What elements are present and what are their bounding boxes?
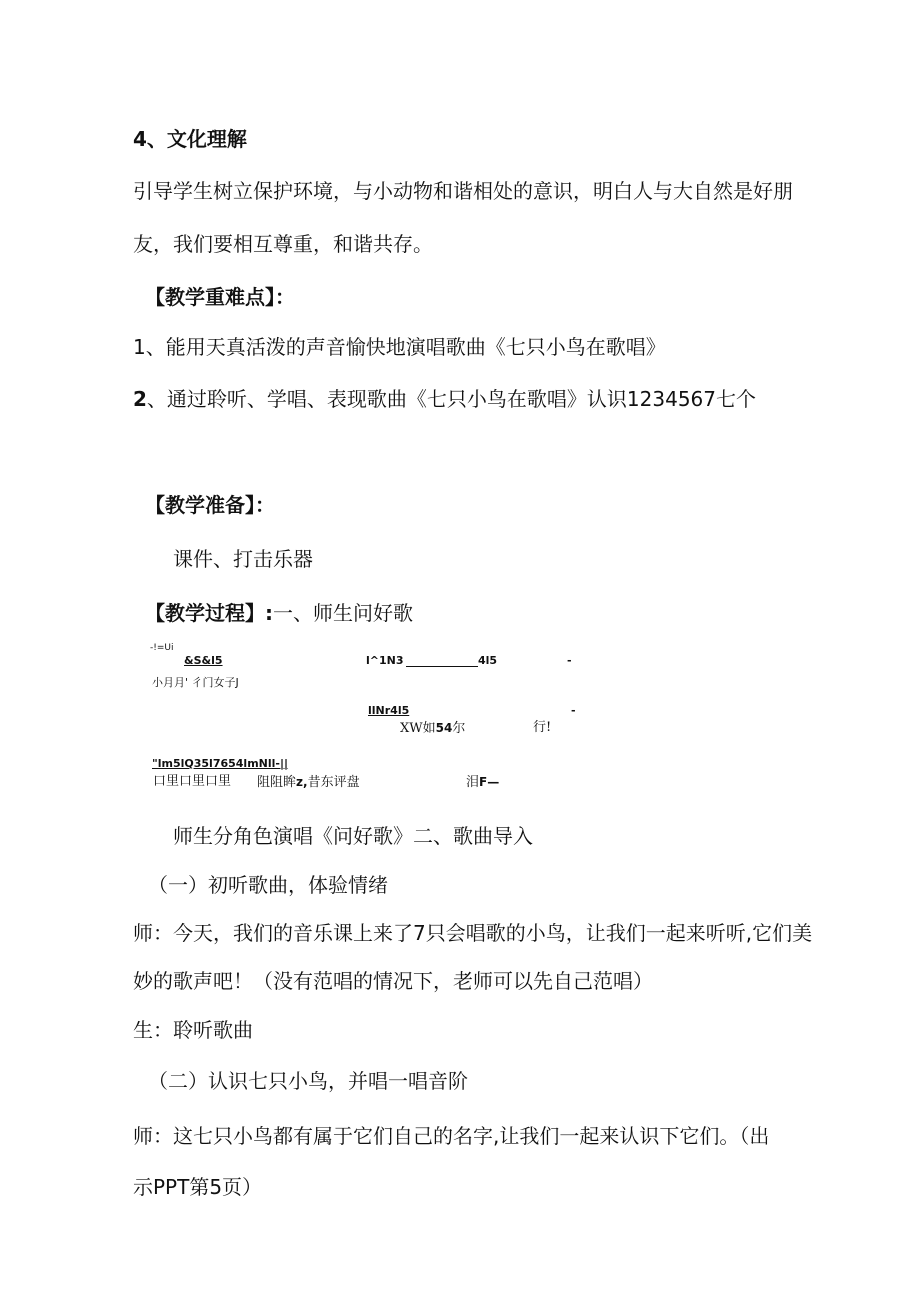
score-lyrics-row-2-b: 54 (435, 721, 453, 735)
score-lyrics-row-1: 小月月' 彳门女子J (152, 676, 239, 689)
process-heading: 【教学过程】: (145, 601, 273, 625)
score-lyrics-row-3-c1: 泪 (466, 775, 480, 790)
key-points-heading: 【教学重难点】： (145, 285, 295, 309)
score-lyrics-row-3-b3: 昔东评盘 (307, 775, 360, 790)
score-lyrics-row-2 (400, 720, 465, 737)
preparation-content: 课件、打击乐器 (173, 547, 313, 571)
process-subheading: 一、师生问好歌 (273, 601, 413, 625)
score-lyrics-row-3-a: 口里口里口里 (153, 774, 232, 789)
score-row-2-dash: - (571, 704, 576, 717)
key-point-item-2-number: 2 (133, 387, 147, 411)
score-lyrics-row-3-b (257, 774, 360, 791)
subsection-2-heading: （二）认识七只小鸟，并唱一唱音阶 (148, 1069, 468, 1093)
score-lyrics-row-3-c (466, 774, 499, 791)
preparation-heading: 【教学准备】： (145, 493, 275, 517)
student-response-1: 生：聆听歌曲 (133, 1018, 253, 1042)
score-lyrics-row-3-c2: F— (479, 775, 500, 789)
culture-paragraph-line-1: 引导学生树立保护环境，与小动物和谐相处的意识，明白人与大自然是好朋 (133, 179, 793, 203)
teacher-speech-2-line-2: 示PPT第5页） (133, 1175, 263, 1199)
score-row-1-a: &S&l5 (184, 654, 223, 667)
section-heading-culture: 4、文化理解 (133, 127, 247, 151)
process-heading-line (145, 600, 413, 626)
score-row-3: "lm5lQ35l7654lmNll-|| (152, 757, 289, 770)
key-point-item-1: 1、能用天真活泼的声音愉快地演唱歌曲《七只小鸟在歌唱》 (133, 335, 666, 359)
culture-paragraph-line-2: 友，我们要相互尊重，和谐共存。 (133, 232, 433, 256)
score-lyrics-row-3-b1: 阻阻眸 (257, 775, 297, 790)
score-lyrics-row-3-b2: z, (296, 775, 308, 789)
score-lyrics-row-2-a: XW如 (400, 721, 436, 736)
teacher-speech-2-line-1: 师：这七只小鸟都有属于它们自己的名字,让我们一起来认识下它们。（出 (133, 1124, 770, 1148)
teacher-speech-1-line-2: 妙的歌声吧！（没有范唱的情况下，老师可以先自己范唱） (133, 969, 653, 993)
teacher-speech-1-line-1: 师：今天，我们的音乐课上来了7只会唱歌的小鸟，让我们一起来听听,它们美 (133, 921, 813, 945)
score-row-2-a: llNr4l5 (368, 704, 410, 717)
score-row-1-dash: - (567, 654, 572, 667)
key-point-item-2 (133, 386, 756, 412)
score-key-signature: -!=Ui (150, 643, 174, 653)
subsection-1-heading: （一）初听歌曲，体验情绪 (148, 873, 388, 897)
score-lyrics-row-2-end: 行! (533, 720, 552, 735)
score-row-1-c: 4l5 (478, 654, 498, 667)
score-lyrics-row-2-c: 尔 (452, 721, 466, 736)
score-row-1-b: l^1N3 (366, 654, 404, 667)
role-play-line: 师生分角色演唱《问好歌》二、歌曲导入 (173, 824, 533, 848)
score-underline-1 (406, 666, 478, 667)
key-point-item-2-text: 、通过聆听、学唱、表现歌曲《七只小鸟在歌唱》认识1234567七个 (146, 387, 756, 411)
